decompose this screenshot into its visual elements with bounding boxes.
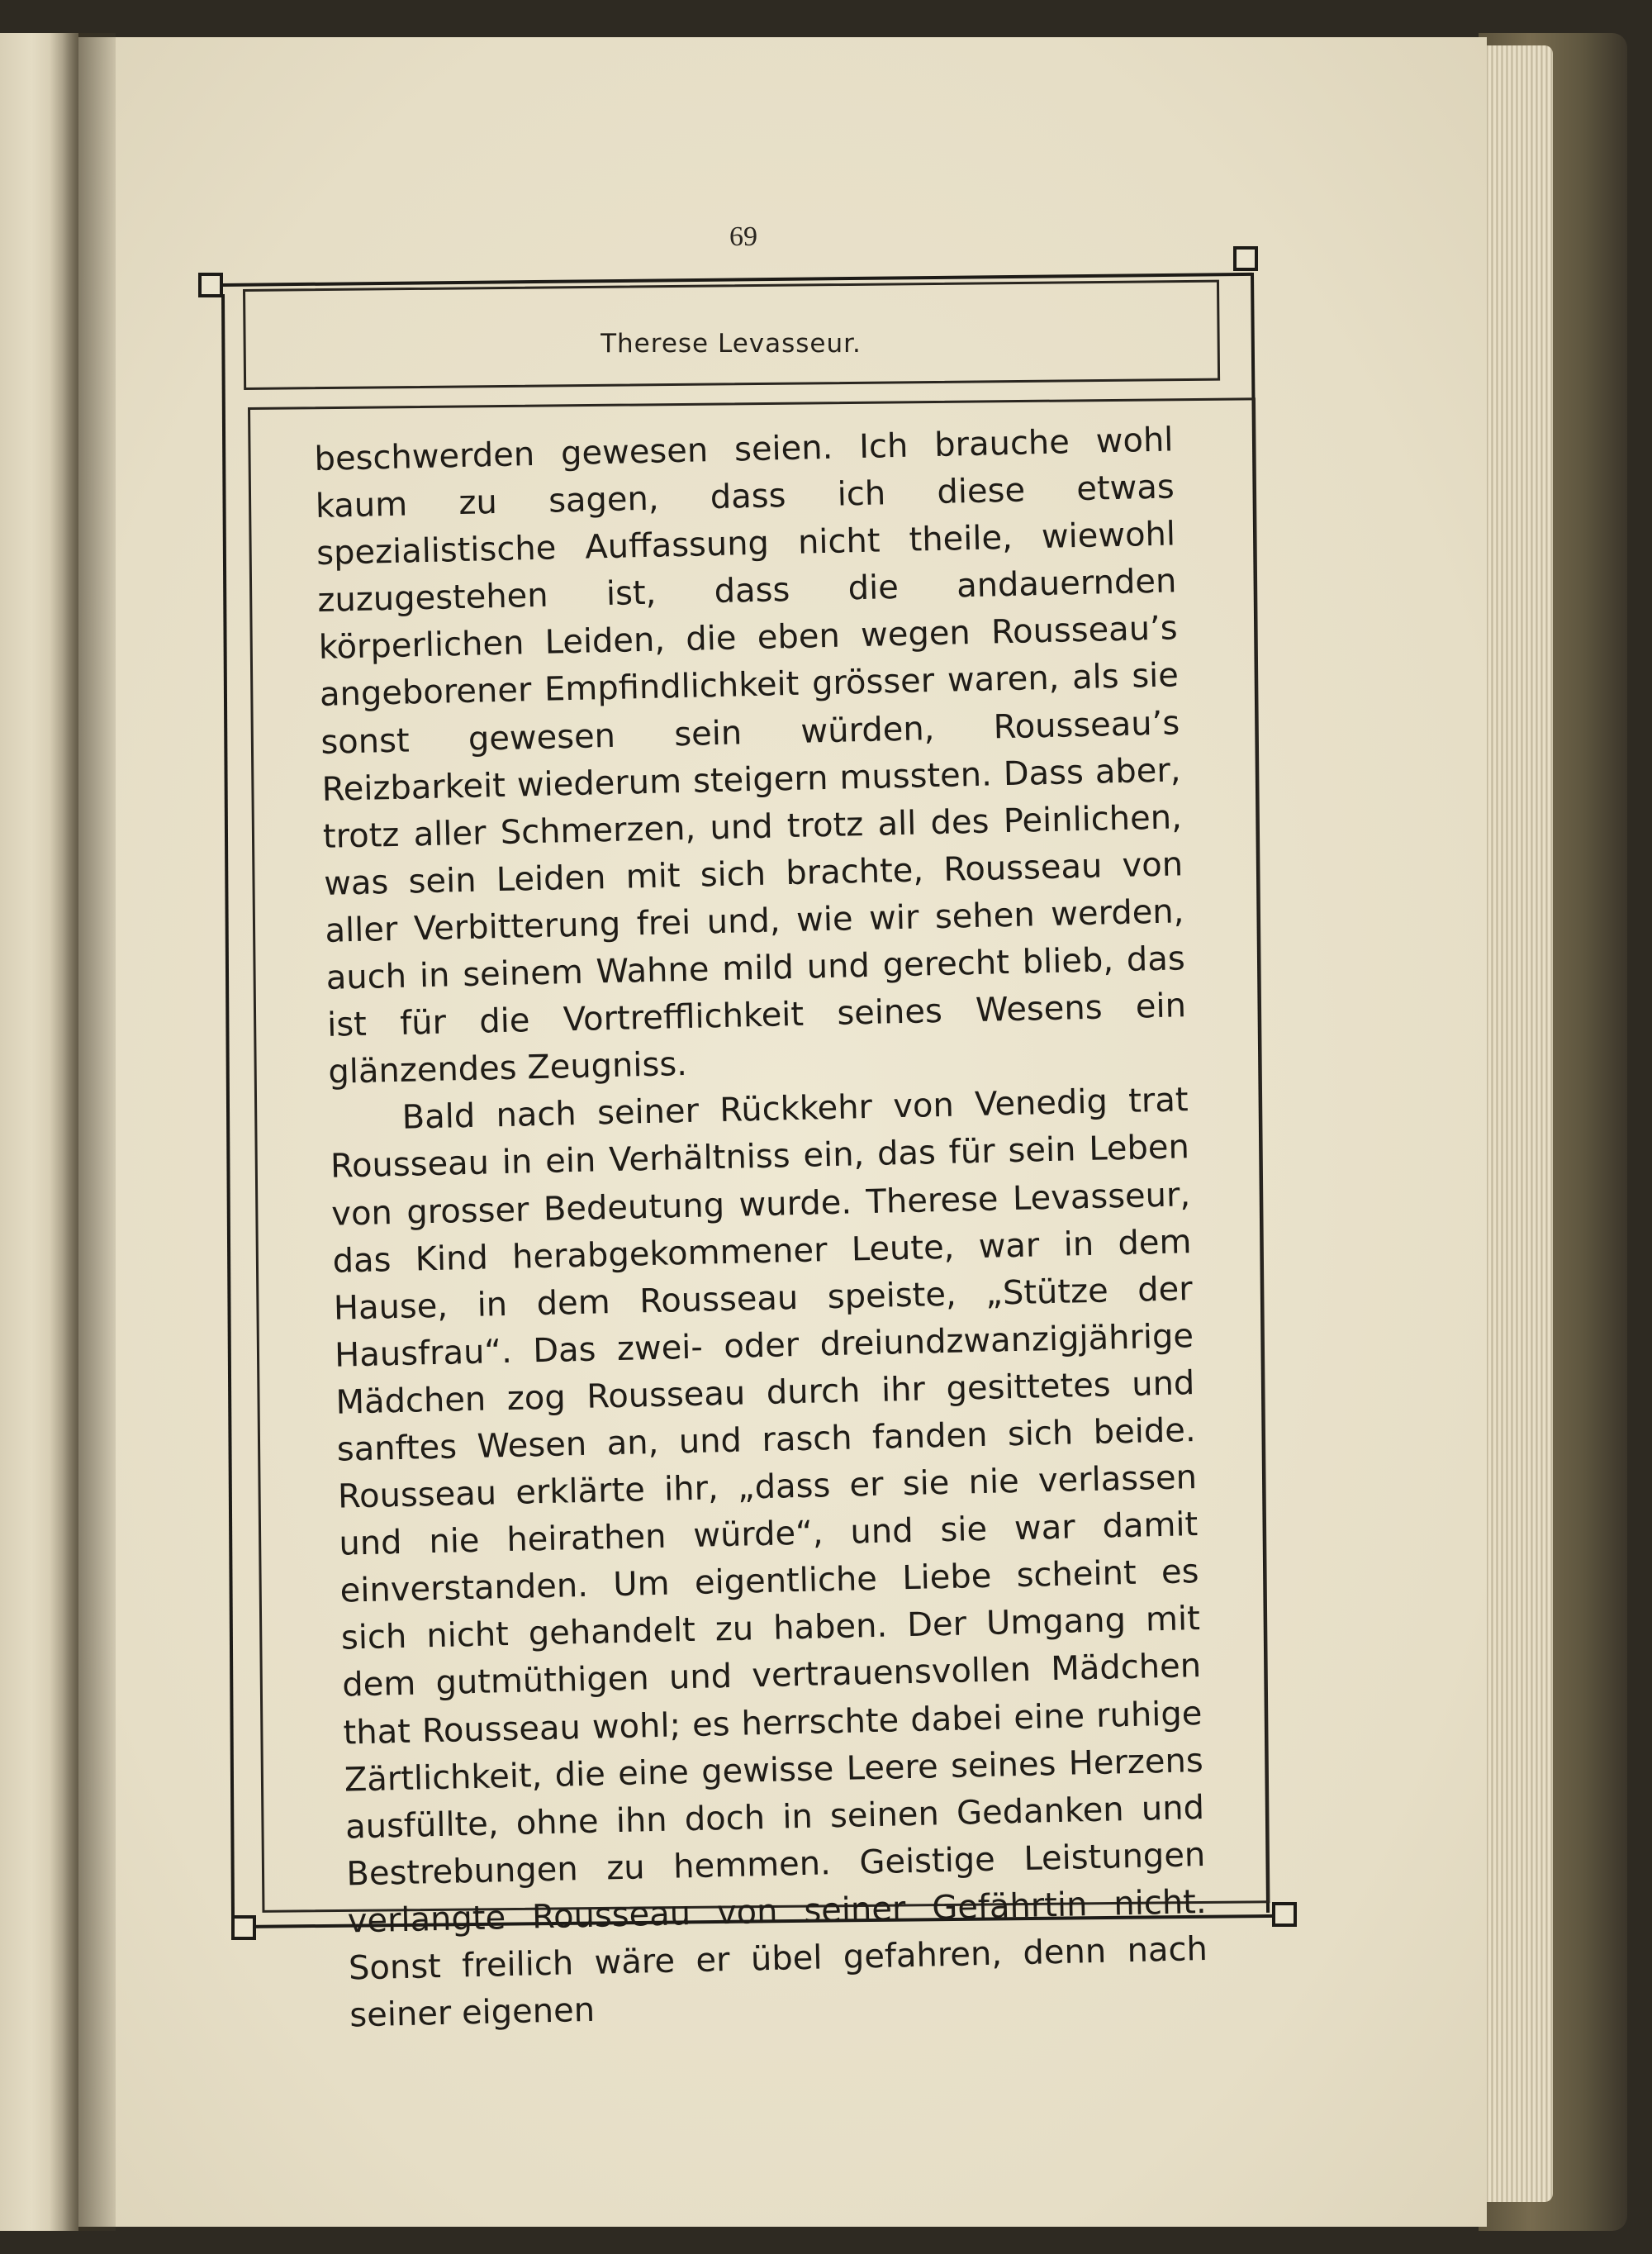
page-number: 69 bbox=[729, 221, 757, 252]
paragraph: beschwerden gewesen seien. Ich brauche wohl kaum zu sagen, dass ich diese etwas spezialistische Auffassung nicht theile, wiewohl zuzugestehen ist, dass die andauernden körperlichen Leiden, die eben wegen Rousseau’s angeborener Empfindlichkeit grösser waren, als sie sonst gewesen sein würden, Rousseau’s Reizbarkeit wiederum steigern mussten. Dass aber, trotz aller Schmerzen, und trotz all des Peinlichen, was sein Leiden mit sich brachte, Rousseau von aller Verbitterung frei und, wie wir sehen werden, auch in seinem Wahne mild und gerecht blieb, das ist für die Vortrefflichkeit seines Wesens ein glänzendes Zeugniss. bbox=[314, 421, 1187, 1092]
body-text bbox=[314, 416, 1209, 2039]
paragraph: Bald nach seiner Rückkehr von Venedig trat Rousseau in ein Verhältniss ein, das für sein Leben von grosser Bedeutung wurde. Therese Levasseur, das Kind herabgekommener Leute, war in dem Hause, in dem Rousseau speiste, „Stütze der Hausfrau“. Das zwei- oder dreiundzwanzigjährige Mädchen zog Rousseau durch ihr gesittetes und sanftes Wesen an, und rasch fanden sich beide. Rousseau erklärte ihr, „dass er sie nie verlassen und nie heirathen würde“, und sie war damit einverstanden. Um eigentliche Liebe scheint es sich nicht gehandelt zu haben. Der Umgang mit dem gutmüthigen und vertrauensvollen Mädchen that Rousseau wohl; es herrschte dabei eine ruhige Zärtlichkeit, die eine gewisse Leere seines Herzens ausfüllte, ohne ihn doch in seinen Gedanken und Bestrebungen zu hemmen. Geistige Leistungen verlangte Rousseau von seiner Gefährtin nicht. Sonst freilich wäre er übel gefahren, denn nach seiner eigenen bbox=[330, 1081, 1208, 2035]
frame-corner-top-left bbox=[198, 273, 223, 297]
frame-corner-top-right bbox=[1233, 246, 1258, 271]
frame-corner-bottom-right bbox=[1272, 1902, 1297, 1927]
frame-corner-bottom-left bbox=[231, 1915, 256, 1940]
page-block-edges bbox=[1479, 45, 1553, 2202]
binding-gutter bbox=[50, 33, 116, 2231]
running-title: Therese Levasseur. bbox=[601, 329, 862, 359]
